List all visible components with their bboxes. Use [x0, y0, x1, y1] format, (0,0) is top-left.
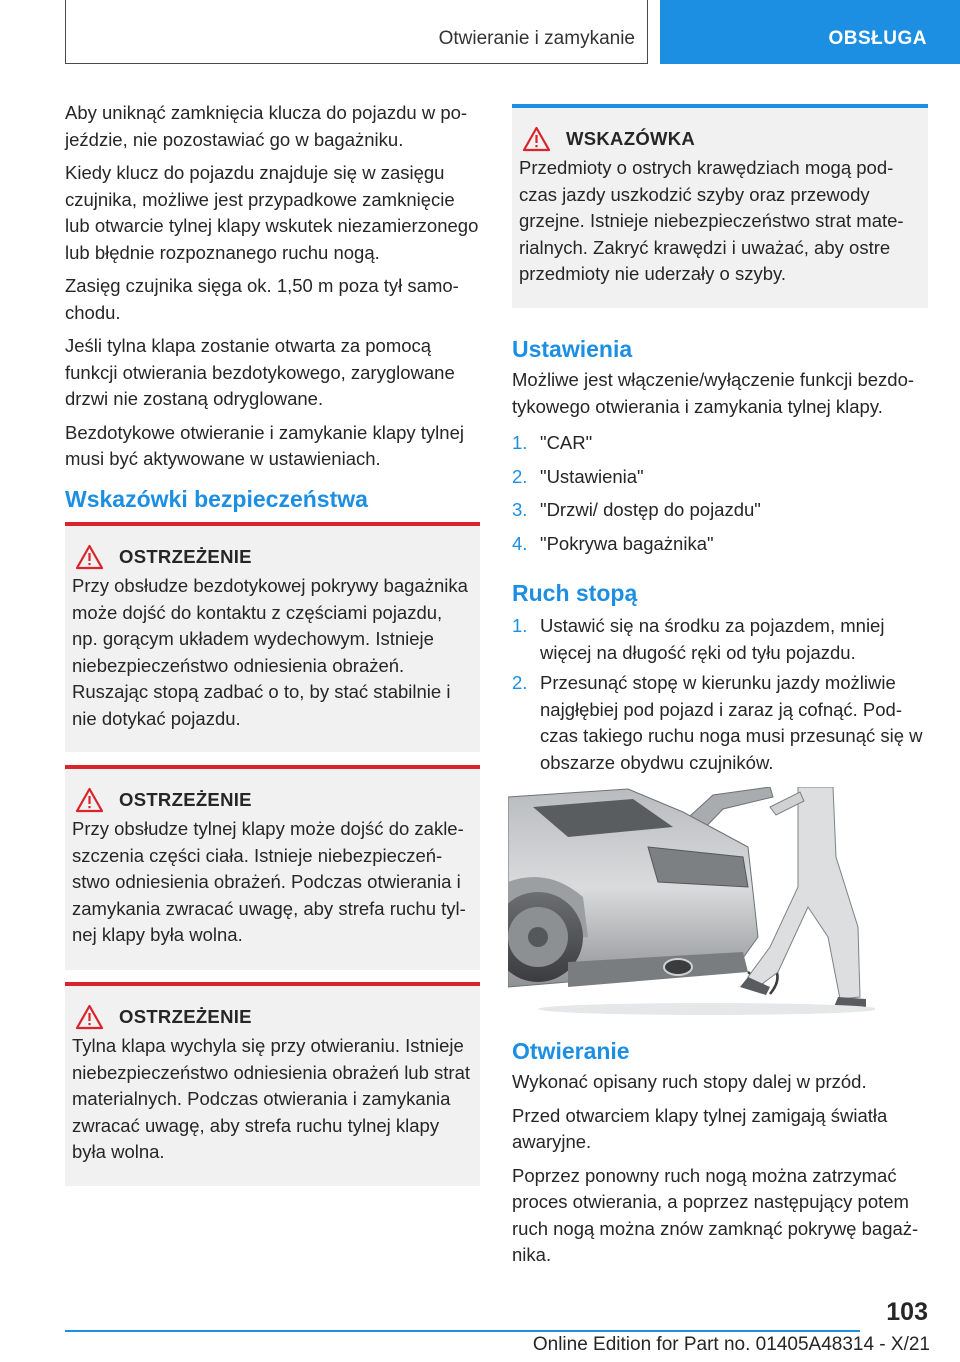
warning-text: Przy obsłudze tylnej klapy może dojść do zakleszczenia części ciała. Istnieje niebezpieczeństwo odniesienia obrażeń. Podczas otwierania i zamykania zwracać uwagę, aby strefa ruchu tylnej klapy była wolna.: [72, 818, 466, 945]
warning-title: OSTRZEŻENIE: [119, 789, 252, 810]
warning-box-2: [65, 765, 480, 970]
page-number: 103: [886, 1298, 928, 1326]
left-column: [65, 100, 480, 480]
notice-text: Przedmioty o ostrych krawędziach mogą podczas jazdy uszkodzić szyby oraz przewody grzejne. Istnieje niebezpieczeństwo strat materialnych. Zakryć krawędzi i uważać, aby ostre przedmioty nie uderzały o szyby.: [519, 157, 904, 284]
step-number: 2.: [512, 672, 528, 693]
warning-triangle-icon: [522, 126, 551, 152]
list-item: [512, 497, 928, 524]
step-text: "CAR": [540, 432, 593, 453]
opening-section: [512, 1036, 928, 1276]
step-number: 1.: [512, 615, 528, 636]
paragraph: Zasięg czujnika sięga ok. 1,50 m poza tył samochodu.: [65, 275, 459, 323]
foot-heading: Ruch stopą: [512, 580, 638, 606]
footer-edition: Online Edition for Part no. 01405A48314 - X/21: [532, 1334, 930, 1355]
list-item: [512, 464, 928, 491]
step-number: 1.: [512, 432, 528, 453]
paragraph: Poprzez ponowny ruch nogą można zatrzymać proces otwierania, a poprzez następujący potem ruch nogą można znów zamknąć pokrywę bagażnika.: [512, 1164, 919, 1265]
warning-title: OSTRZEŻENIE: [119, 1006, 252, 1027]
header-chapter-tab: [660, 0, 960, 64]
warning-text: Tylna klapa wychyla się przy otwieraniu. Istnieje niebezpieczeństwo odniesienia obrażeń lub strat materialnych. Podczas otwierania i zamykania zwracać uwagę, aby strefa ruchu tylnej klapy była wolna.: [72, 1035, 471, 1162]
foot-section: [512, 578, 928, 776]
paragraph: Bezdotykowe otwieranie i zamykanie klapy tylnej musi być aktywowane w ustawieniach.: [65, 421, 464, 469]
list-item: [512, 531, 928, 558]
warning-triangle-icon: [75, 1004, 104, 1030]
settings-steps: [512, 430, 928, 557]
notice-box: [512, 104, 928, 308]
step-text: Przesunąć stopę w kierunku jazdy możliwie najgłębiej pod pojazd i zaraz ją cofnąć. Podczas takiego ruchu noga musi przesunąć się w obszarze obydwu czujników.: [540, 672, 923, 773]
warning-box-1: [65, 522, 480, 752]
step-text: "Pokrywa bagażnika": [540, 532, 714, 554]
foot-gesture-illustration: [508, 787, 875, 1017]
step-number: 2.: [512, 465, 528, 487]
safety-heading: Wskazówki bezpieczeństwa: [65, 486, 368, 512]
warning-triangle-icon: [75, 544, 104, 570]
list-item: [512, 430, 928, 457]
list-item: [512, 613, 928, 666]
step-number: 3.: [512, 499, 528, 520]
paragraph: Aby uniknąć zamknięcia klucza do pojazdu w pojeździe, nie pozostawiać go w bagażniku.: [65, 102, 468, 150]
step-number: 4.: [512, 532, 528, 554]
foot-steps: [512, 613, 928, 776]
warning-text: Przy obsłudze bezdotykowej pokrywy bagażnika może dojść do kontaktu z częściami pojazdu, np. gorącym układem wydechowym. Istnieje niebezpieczeństwo odniesienia obrażeń. Ruszając stopą zadbać o to, by stać stabilnie i nie dotykać pojazdu.: [72, 575, 468, 729]
step-text: "Drzwi/ dostęp do pojazdu": [540, 499, 761, 520]
step-text: Ustawić się na środku za pojazdem, mniej więcej na długość ręki od tyłu pojazdu.: [540, 615, 885, 663]
warning-box-3: [65, 982, 480, 1186]
list-item: [512, 670, 928, 776]
paragraph: Kiedy klucz do pojazdu znajduje się w zasięgu czujnika, możliwe jest przypadkowe zamknięcie lub otwarcie tylnej klapy wskutek niezamierzonego lub błędnie rozpoznanego ruchu nogą.: [65, 162, 479, 263]
opening-heading: Otwieranie: [512, 1038, 630, 1064]
settings-text: Możliwe jest włączenie/wyłączenie funkcji bezdotykowego otwierania i zamykania tylnej klapy.: [512, 369, 915, 417]
header-section-title: Otwieranie i zamykanie: [438, 28, 635, 49]
header-section-box: [65, 0, 648, 64]
paragraph: Wykonać opisany ruch stopy dalej w przód.: [512, 1071, 867, 1092]
settings-section: [512, 334, 928, 557]
notice-title: WSKAZÓWKA: [566, 128, 696, 149]
warning-triangle-icon: [75, 787, 104, 813]
footer-divider: [65, 1330, 860, 1332]
warning-title: OSTRZEŻENIE: [119, 546, 252, 567]
settings-heading: Ustawienia: [512, 336, 633, 362]
paragraph: Przed otwarciem klapy tylnej zamigają światła awaryjne.: [512, 1104, 888, 1152]
step-text: "Ustawienia": [540, 465, 644, 487]
paragraph: Jeśli tylna klapa zostanie otwarta za pomocą funkcji otwierania bezdotykowego, zaryglowane drzwi nie zostaną odryglowane.: [65, 335, 455, 409]
header-chapter-label: OBSŁUGA: [828, 28, 927, 49]
